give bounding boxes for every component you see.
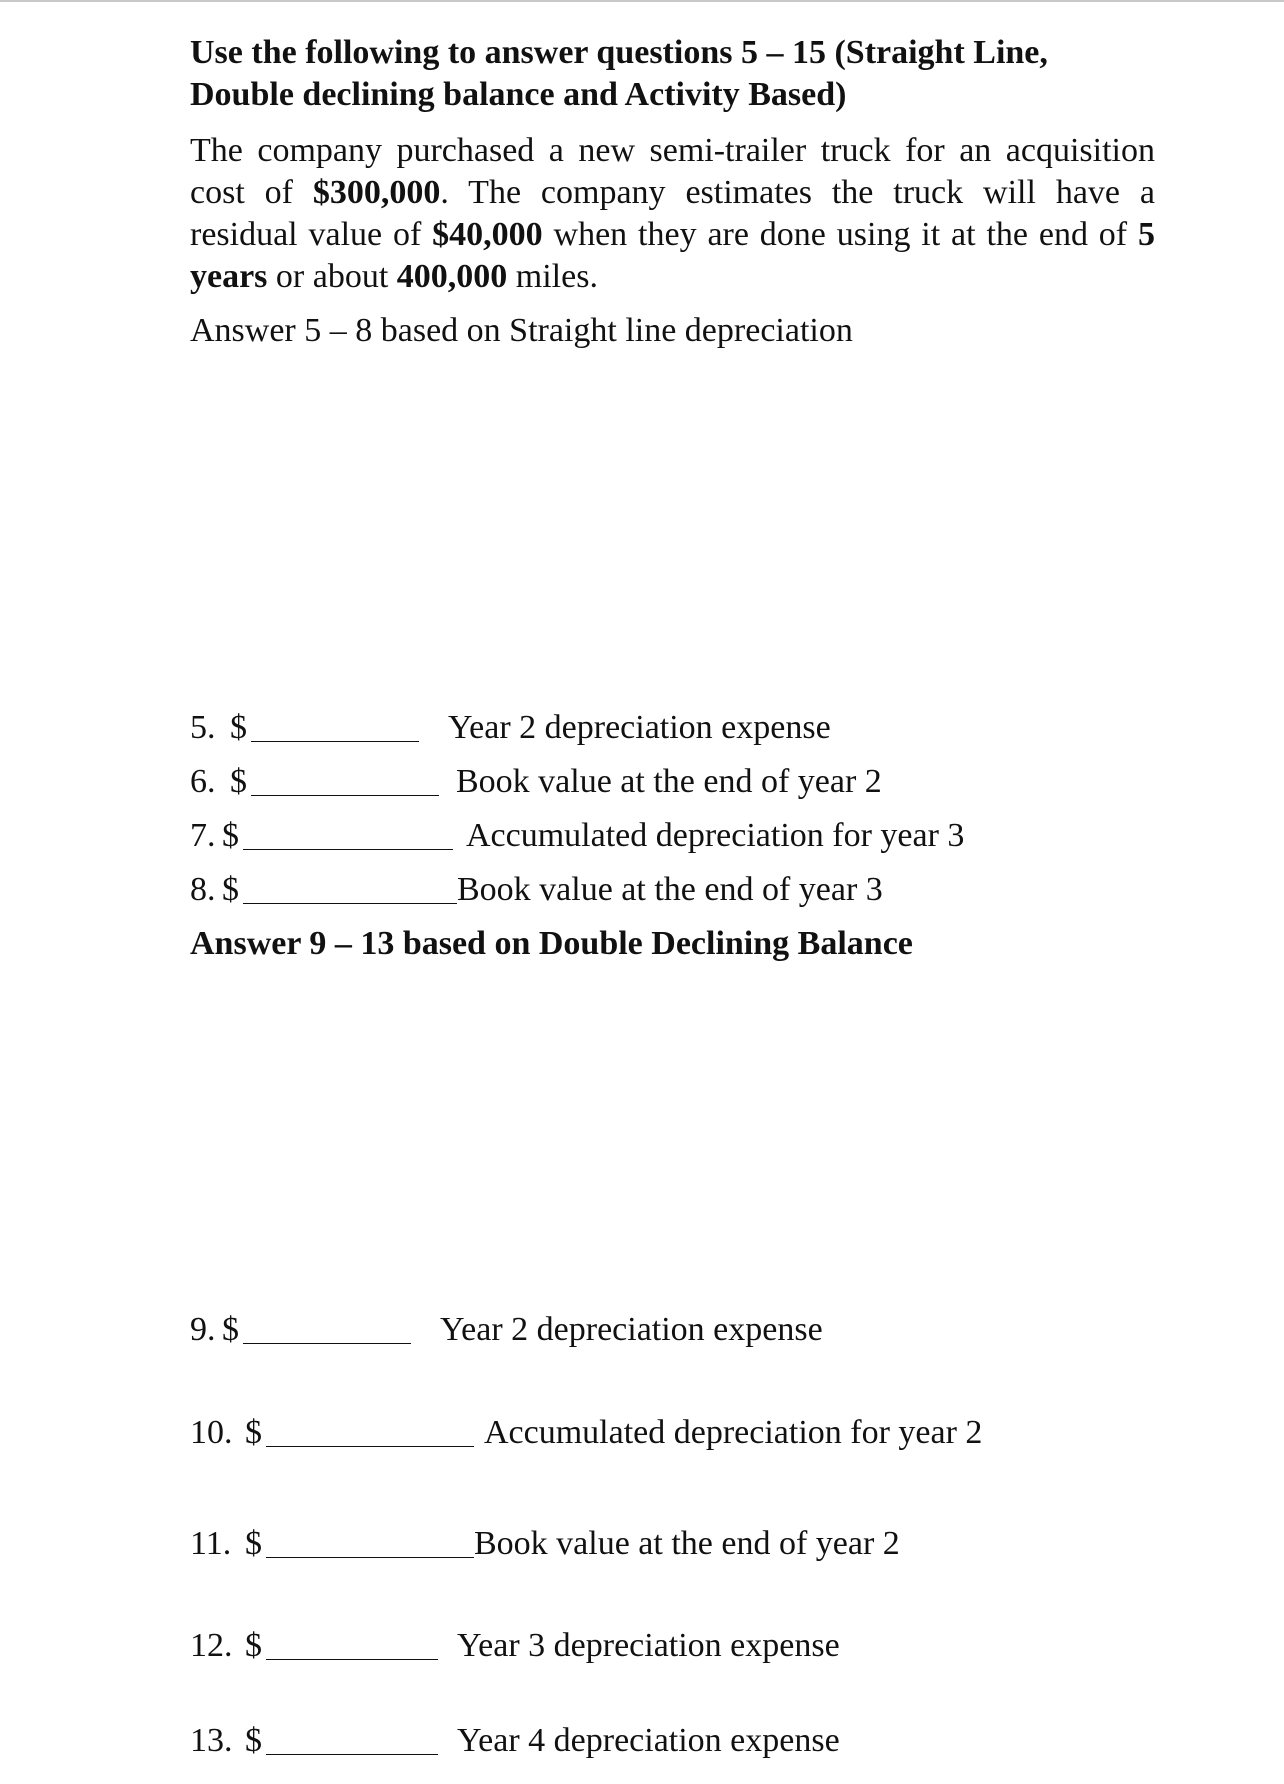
answer-blank[interactable] — [266, 1446, 474, 1447]
question-number: 8. — [190, 871, 216, 908]
straight-line-section-label: Answer 5 – 8 based on Straight line depreciation — [190, 312, 853, 349]
answer-blank[interactable] — [266, 1557, 474, 1558]
useful-life-years: 5 years — [190, 216, 1155, 295]
answer-blank[interactable] — [251, 795, 439, 796]
answer-blank[interactable] — [243, 849, 453, 850]
answer-blank[interactable] — [266, 1659, 438, 1660]
double-declining-section-label: Answer 9 – 13 based on Double Declining Balance — [190, 925, 913, 962]
answer-blank[interactable] — [243, 1343, 411, 1344]
dollar-sign: $ — [245, 1627, 262, 1664]
dollar-sign: $ — [245, 1525, 262, 1562]
question-number: 12. — [190, 1627, 233, 1664]
question-description: Accumulated depreciation for year 2 — [484, 1414, 983, 1451]
question-description: Year 2 depreciation expense — [448, 709, 831, 746]
question-number: 6. — [190, 763, 216, 800]
dollar-sign: $ — [245, 1722, 262, 1759]
question-number: 7. — [190, 817, 216, 854]
question-number: 5. — [190, 709, 216, 746]
question-description: Book value at the end of year 3 — [457, 871, 883, 908]
dollar-sign: $ — [222, 871, 239, 908]
top-border — [0, 0, 1284, 2]
problem-statement: The company purchased a new semi-trailer truck for an acquisition cost of $300,000. The company estimates the truck will have a residual value of $40,000 when they are done using it at the end of 5 years or about 400,000 miles. — [190, 132, 1155, 295]
useful-life-miles: 400,000 — [396, 258, 508, 295]
dollar-sign: $ — [230, 709, 247, 746]
dollar-sign: $ — [230, 763, 247, 800]
question-description: Year 3 depreciation expense — [457, 1627, 840, 1664]
question-description: Book value at the end of year 2 — [474, 1525, 900, 1562]
answer-blank[interactable] — [266, 1754, 438, 1755]
residual-value: $40,000 — [432, 216, 543, 253]
heading-line-2: Double declining balance and Activity Based) — [190, 76, 847, 113]
question-description: Year 2 depreciation expense — [440, 1311, 823, 1348]
question-number: 13. — [190, 1722, 233, 1759]
answer-blank[interactable] — [243, 903, 457, 904]
dollar-sign: $ — [222, 817, 239, 854]
dollar-sign: $ — [222, 1311, 239, 1348]
question-description: Book value at the end of year 2 — [456, 763, 882, 800]
acquisition-cost: $300,000 — [312, 174, 441, 211]
question-number: 11. — [190, 1525, 232, 1562]
answer-blank[interactable] — [251, 741, 419, 742]
question-description: Year 4 depreciation expense — [457, 1722, 840, 1759]
heading-line-1: Use the following to answer questions 5 – 15 (Straight Line, — [190, 34, 1048, 71]
dollar-sign: $ — [245, 1414, 262, 1451]
question-description: Accumulated depreciation for year 3 — [466, 817, 965, 854]
question-number: 10. — [190, 1414, 233, 1451]
question-number: 9. — [190, 1311, 216, 1348]
instructions-heading — [190, 32, 1155, 116]
